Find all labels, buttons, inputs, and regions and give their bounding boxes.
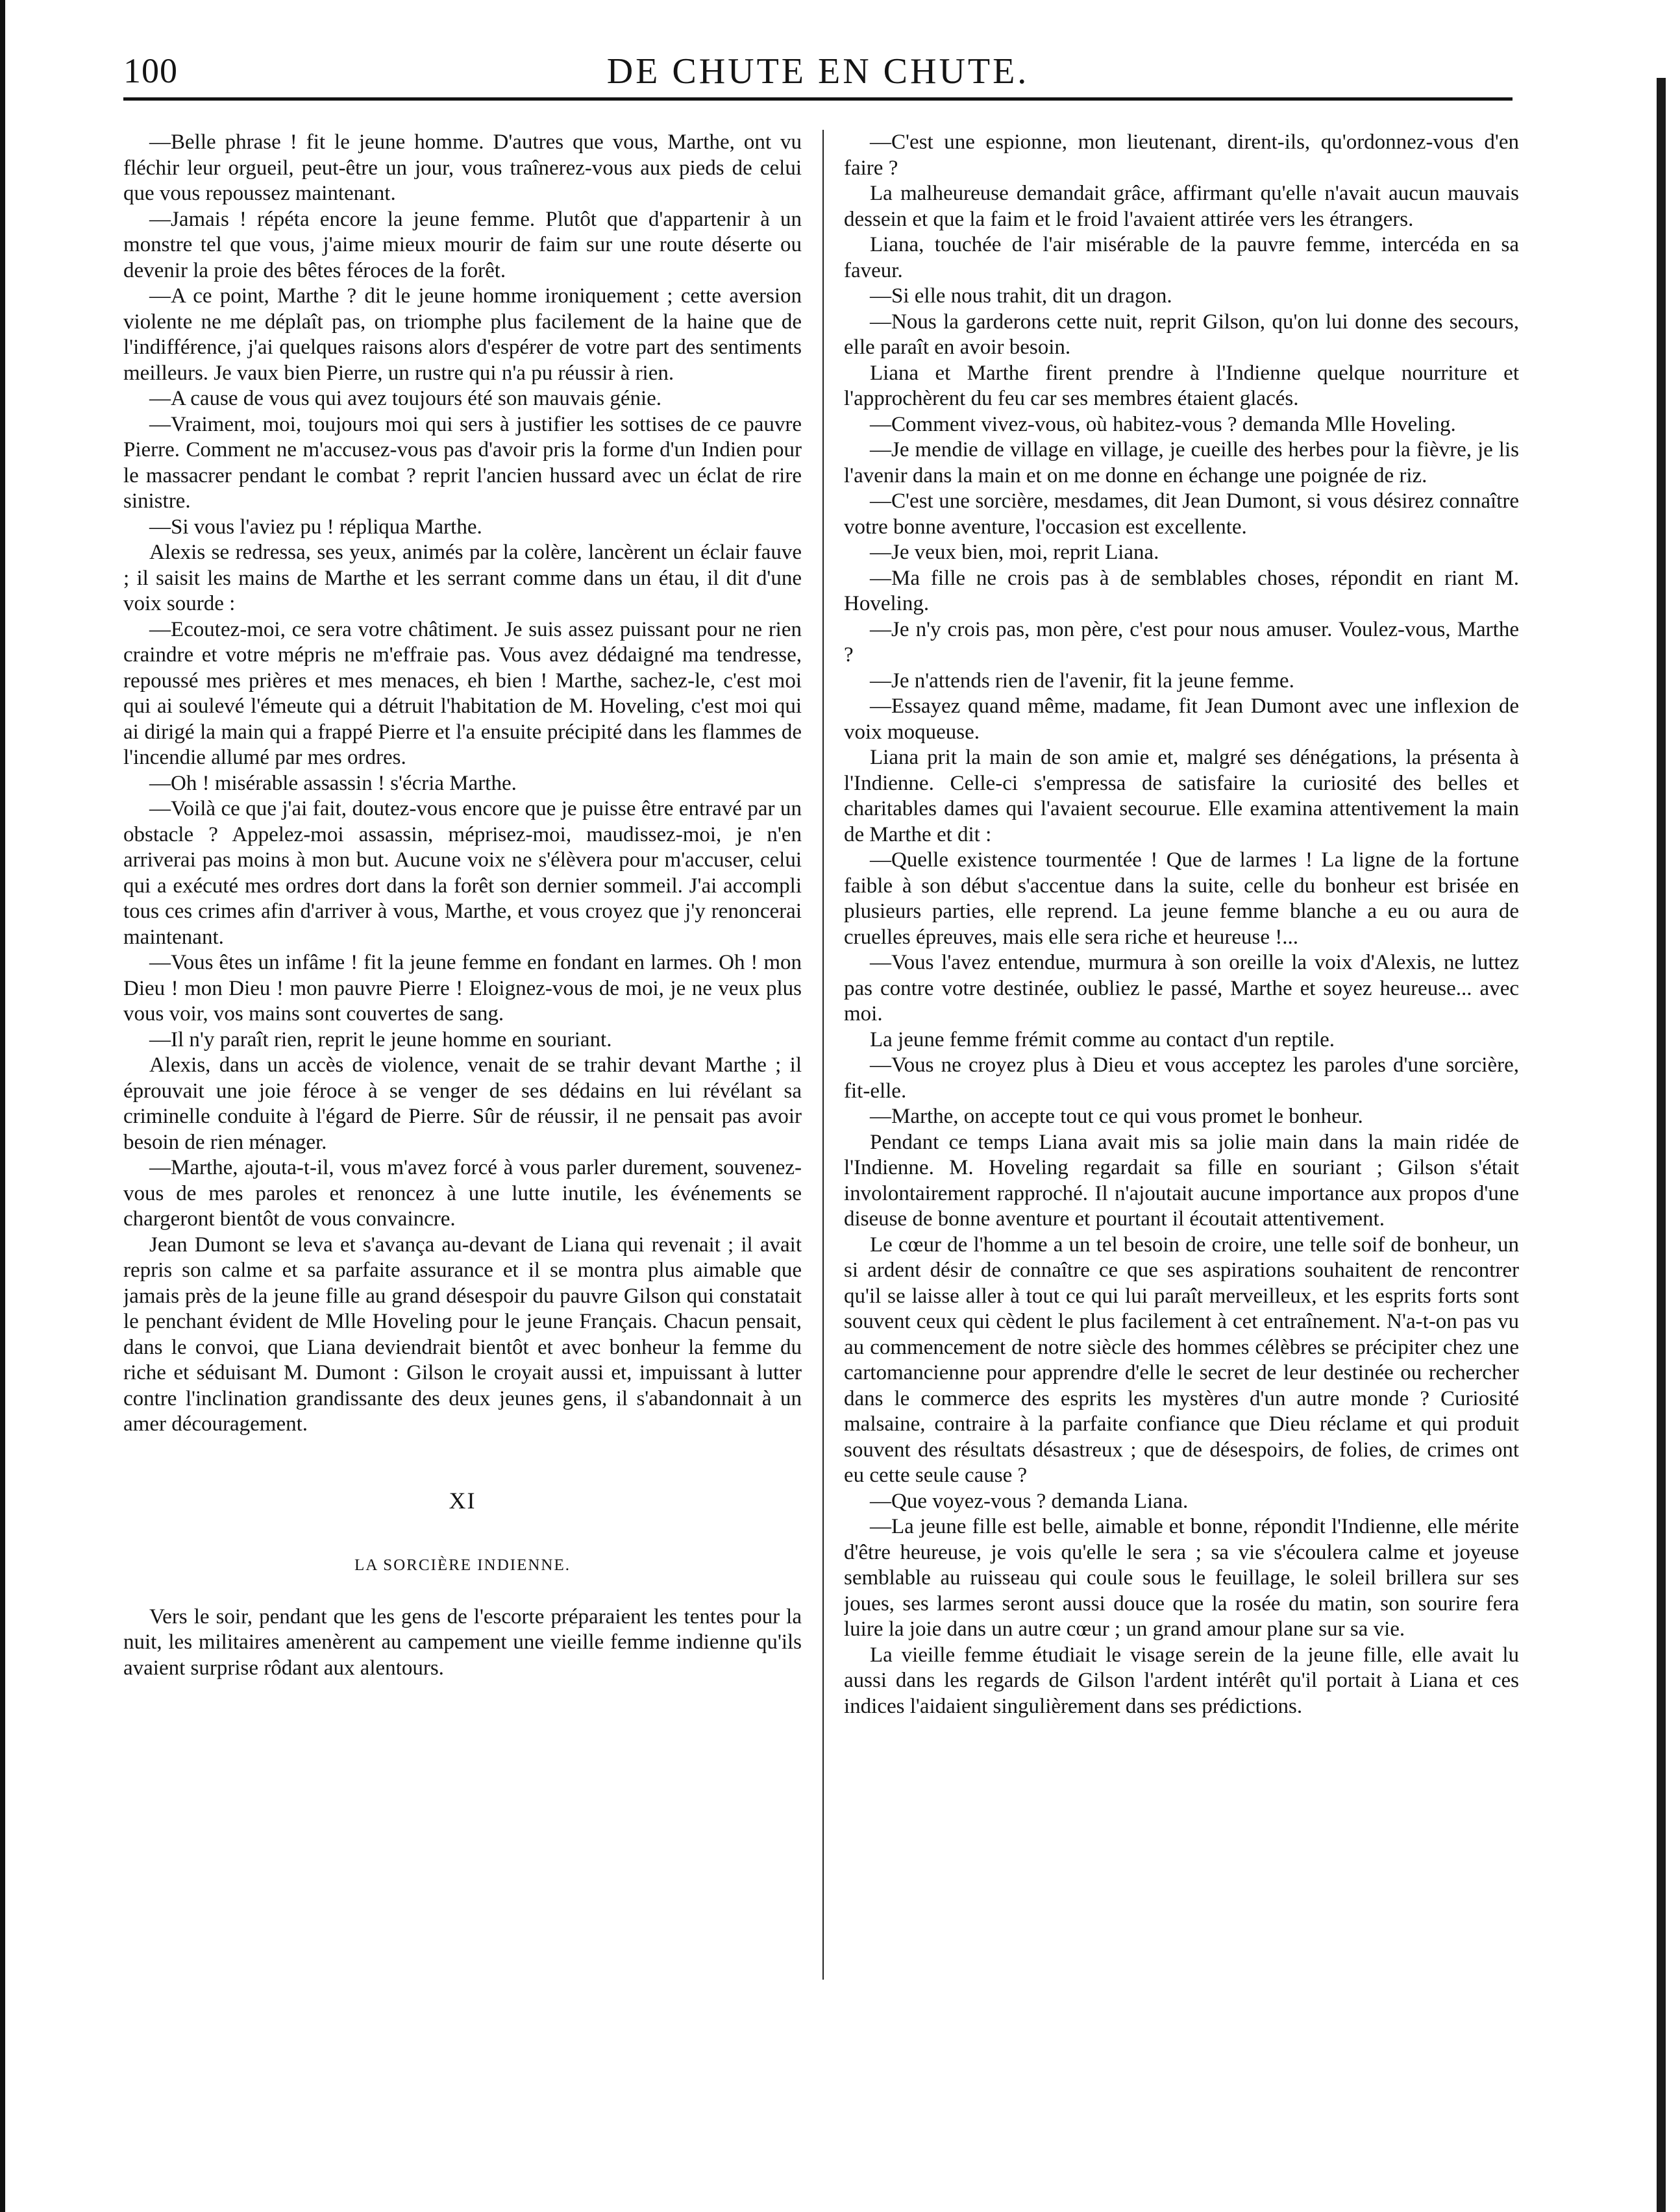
paragraph: —Voilà ce que j'ai fait, doutez-vous encore que je puisse être entravé par un obstacle ? Appelez-moi assassin, méprisez-moi, maudissez-moi, je n'en arriverai pas moins à mon but. Aucune voix ne s'élèvera pour m'accuser, celui qui a exécuté mes ordres dort dans la forêt son dernier sommeil. J'ai accompli tous ces crimes afin d'arriver à vous, Marthe, et vous croyez que j'y renoncerai maintenant. xyxy=(123,797,802,949)
page-header xyxy=(123,51,1513,103)
right-column xyxy=(844,130,1519,2142)
paragraph: —Vous êtes un infâme ! fit la jeune femme en fondant en larmes. Oh ! mon Dieu ! mon Dieu ! mon pauvre Pierre ! Eloignez-vous de moi, je ne veux plus vous voir, vos mains sont couvertes de sang. xyxy=(123,951,802,1026)
paragraph: —Jamais ! répéta encore la jeune femme. Plutôt que d'appartenir à un monstre tel que vous, j'aime mieux mourir de faim sur une route déserte ou devenir la proie des bêtes féroces de la forêt. xyxy=(123,207,802,282)
paragraph: Liana et Marthe firent prendre à l'Indienne quelque nourriture et l'approchèrent du feu car ses membres étaient glacés. xyxy=(844,361,1519,410)
left-column xyxy=(123,130,802,2142)
paragraph: —Oh ! misérable assassin ! s'écria Marthe. xyxy=(149,771,517,795)
paragraph: —Marthe, on accepte tout ce qui vous promet le bonheur. xyxy=(870,1105,1363,1128)
scan-right-edge xyxy=(1657,78,1666,2212)
paragraph: Le cœur de l'homme a un tel besoin de croire, une telle soif de bonheur, un si ardent désir de connaître ce que ses aspirations souhaitent de rencontrer qu'il se laisse aller à tout ce qui lui paraît merveilleux, et les esprits forts sont souvent ceux qui cèdent le plus facilement à cet entraînement. N'a-t-on pas vu au commencement de notre siècle des hommes célèbres se précipiter chez une cartomancienne pour apprendre d'elle le secret de leur destinée ou rechercher dans le commerce des esprits les mystères d'un autre monde ? Curiosité malsaine, contraire à la parfaite confiance que Dieu réclame et qui produit souvent des résultats désastreux ; que de désespoirs, de folies, de crimes ont eu cette seule cause ? xyxy=(844,1233,1519,1487)
paragraph: —C'est une espionne, mon lieutenant, dirent-ils, qu'ordonnez-vous d'en faire ? xyxy=(844,130,1519,180)
chapter-number: XI xyxy=(449,1487,476,1514)
paragraph: —Vous l'avez entendue, murmura à son oreille la voix d'Alexis, ne luttez pas contre votre destinée, oubliez le passé, Marthe et soyez heureuse... avec moi. xyxy=(844,951,1519,1026)
paragraph: —Ecoutez-moi, ce sera votre châtiment. Je suis assez puissant pour ne rien craindre et votre mépris ne m'effraie pas. Vous avez dédaigné ma tendresse, repoussé mes prières et mes menaces, eh bien ! Marthe, sachez-le, c'est moi qui ai soulevé l'émeute qui a détruit l'habitation de M. Hoveling, c'est moi qui ai dirigé la main qui a frappé Pierre et l'a ensuite précipité dans les flammes de l'incendie allumé par mes ordres. xyxy=(123,617,802,769)
page-number: 100 xyxy=(123,51,178,90)
paragraph: —Nous la garderons cette nuit, reprit Gilson, qu'on lui donne des secours, elle paraît en avoir besoin. xyxy=(844,310,1519,359)
paragraph: —A cause de vous qui avez toujours été son mauvais génie. xyxy=(149,387,662,410)
paragraph: Alexis se redressa, ses yeux, animés par la colère, lancèrent un éclair fauve ; il saisit les mains de Marthe et les serrant comme dans un étau, il dit d'une voix sourde : xyxy=(123,541,802,615)
paragraph: —Si elle nous trahit, dit un dragon. xyxy=(870,284,1172,308)
paragraph: —Marthe, ajouta-t-il, vous m'avez forcé à vous parler durement, souvenez-vous de mes paroles et renoncez à une lutte inutile, les événements se chargeront bientôt de vous convaincre. xyxy=(123,1156,802,1231)
chapter-title: LA SORCIÈRE INDIENNE. xyxy=(354,1556,571,1574)
paragraph: La malheureuse demandait grâce, affirmant qu'elle n'avait aucun mauvais dessein et que la faim et le froid l'avaient attirée vers les étrangers. xyxy=(844,182,1519,231)
paragraph: —C'est une sorcière, mesdames, dit Jean Dumont, si vous désirez connaître votre bonne aventure, l'occasion est excellente. xyxy=(844,489,1519,539)
column-divider xyxy=(822,130,824,1980)
paragraph: —Il n'y paraît rien, reprit le jeune homme en souriant. xyxy=(149,1027,612,1051)
paragraph: —Je mendie de village en village, je cueille des herbes pour la fièvre, je lis l'avenir dans la main et on me donne en échange une poignée de riz. xyxy=(844,438,1519,487)
paragraph: Pendant ce temps Liana avait mis sa jolie main dans la main ridée de l'Indienne. M. Hoveling regardait sa fille en souriant ; Gilson s'était involontairement rapproché. Il n'ajoutait aucune importance aux propos d'une diseuse de bonne aventure et pourtant il écoutait attentivement. xyxy=(844,1130,1519,1231)
paragraph: —A ce point, Marthe ? dit le jeune homme ironiquement ; cette aversion violente ne me déplaît pas, on triomphe plus facilement de la haine que de l'indifférence, j'ai quelques raisons alors d'espérer de votre part des sentiments meilleurs. Je vaux bien Pierre, un rustre qui n'a pu réussir à rien. xyxy=(123,284,802,385)
paragraph: —Comment vivez-vous, où habitez-vous ? demanda Mlle Hoveling. xyxy=(870,412,1456,436)
paragraph: —Quelle existence tourmentée ! Que de larmes ! La ligne de la fortune faible à son début s'accentue dans la suite, celle du bonheur est brisée en plusieurs parties, elle reprend. La jeune femme blanche a eu ou aura de cruelles épreuves, mais elle sera riche et heureuse !... xyxy=(844,848,1519,949)
header-rule xyxy=(123,97,1513,101)
paragraph: —Je n'attends rien de l'avenir, fit la jeune femme. xyxy=(870,669,1294,693)
paragraph: —Si vous l'aviez pu ! répliqua Marthe. xyxy=(149,515,482,539)
paragraph: Liana, touchée de l'air misérable de la pauvre femme, intercéda en sa faveur. xyxy=(844,233,1519,282)
paragraph: Liana prit la main de son amie et, malgré ses dénégations, la présenta à l'Indienne. Celle-ci s'empressa de satisfaire la curiosité des belles et charitables dames qui l'avaient secourue. Elle examina attentivement la main de Marthe et dit : xyxy=(844,746,1519,846)
paragraph: Alexis, dans un accès de violence, venait de se trahir devant Marthe ; il éprouvait une joie féroce à se venger de ses dédains en lui révélant sa criminelle conduite à l'égard de Pierre. Sûr de réussir, il ne pensait pas avoir besoin de rien ménager. xyxy=(123,1053,802,1154)
scan-left-edge xyxy=(0,0,5,2212)
paragraph: —Je n'y crois pas, mon père, c'est pour nous amuser. Voulez-vous, Marthe ? xyxy=(844,617,1519,667)
running-title: DE CHUTE EN CHUTE. xyxy=(606,51,1030,92)
paragraph: —Ma fille ne crois pas à de semblables choses, répondit en riant M. Hoveling. xyxy=(844,566,1519,615)
paragraph: Vers le soir, pendant que les gens de l'escorte préparaient les tentes pour la nuit, les militaires amenèrent au campement une vieille femme indienne qu'ils avaient surprise rôdant aux alentours. xyxy=(123,1604,802,1680)
paragraph: —Vraiment, moi, toujours moi qui sers à justifier les sottises de ce pauvre Pierre. Comment ne m'accusez-vous pas d'avoir pris la forme d'un Indien pour le massacrer pendant le combat ? reprit l'ancien hussard avec un éclat de rire sinistre. xyxy=(123,412,802,513)
paragraph: —Essayez quand même, madame, fit Jean Dumont avec une inflexion de voix moqueuse. xyxy=(844,694,1519,744)
paragraph: Jean Dumont se leva et s'avança au-devant de Liana qui revenait ; il avait repris son calme et sa parfaite assurance et il se montra plus aimable que jamais près de la jeune fille au grand désespoir du pauvre Gilson qui constatait le penchant évident de Mlle Hoveling pour le jeune Français. Chacun pensait, dans le convoi, que Liana deviendrait bientôt et avec bonheur la femme du riche et séduisant M. Dumont : Gilson le croyait aussi et, impuissant à lutter contre l'inclination grandissante des deux jeunes gens, il s'abandonnait à un amer découragement. xyxy=(123,1233,802,1436)
paragraph: —Vous ne croyez plus à Dieu et vous acceptez les paroles d'une sorcière, fit-elle. xyxy=(844,1053,1519,1103)
paragraph: —Belle phrase ! fit le jeune homme. D'autres que vous, Marthe, ont vu fléchir leur orgueil, peut-être un jour, vous traînerez-vous aux pieds de celui que vous repoussez maintenant. xyxy=(123,130,802,205)
paragraph: —Que voyez-vous ? demanda Liana. xyxy=(870,1489,1189,1513)
paragraph: —Je veux bien, moi, reprit Liana. xyxy=(870,541,1159,564)
paragraph: La jeune femme frémit comme au contact d'un reptile. xyxy=(870,1027,1335,1051)
paragraph: La vieille femme étudiait le visage serein de la jeune fille, elle avait lu aussi dans les regards de Gilson l'ardent intérêt qu'il portait à Liana et ces indices l'aidaient singulièrement dans ses prédictions. xyxy=(844,1643,1519,1718)
paragraph: —La jeune fille est belle, aimable et bonne, répondit l'Indienne, elle mérite d'être heureuse, je vois qu'elle le sera ; sa vie s'écoulera calme et joyeuse semblable au ruisseau qui coule sous le feuillage, le soleil brillera sur ses joues, ses larmes seront aussi douce que la rosée du matin, son sourire fera luire la joie dans un autre cœur ; un grand amour plane sur sa vie. xyxy=(844,1515,1519,1641)
